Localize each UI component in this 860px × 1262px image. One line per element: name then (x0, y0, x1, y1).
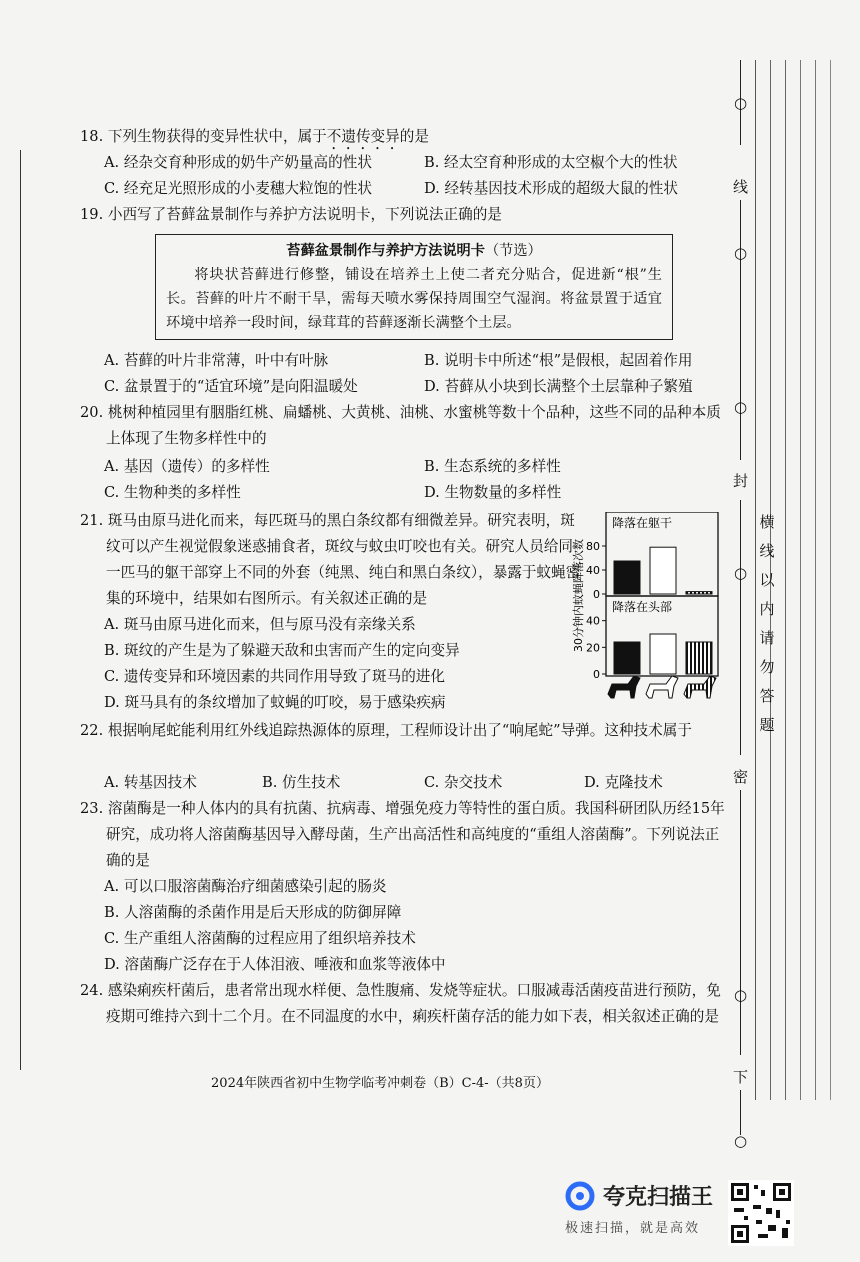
left-margin-line (20, 150, 21, 1070)
q18-option-d[interactable]: D. 经转基因技术形成的超级大鼠的性状 (424, 180, 678, 197)
card-body: 将块状苔藓进行修整，铺设在培养土上使二者充分贴合，促进新“根”生长。苔藓的叶片不耐干旱，需每天喷水雾保持周围空气湿润。将盆景置于适宜环境中培养一段时间，绿茸茸的苔藓逐渐长满整个土层。 (166, 267, 662, 331)
q22-option-a[interactable]: A. 转基因技术 (104, 774, 197, 791)
card-title-text: 苔藓盆景制作与养护方法说明卡 (286, 243, 485, 259)
circle-mark: ○ (734, 1132, 748, 1150)
scanner-watermark (565, 1180, 725, 1236)
chart-bar-head-striped (686, 642, 712, 674)
question-21-stem: 21. 斑马由原马进化而来，每匹斑马的黑白条纹都有细微差异。研究表明，斑纹可以产生视觉假象迷惑捕食者，斑纹与蚊虫叮咬也有关。研究人员给同一匹马的躯干部穿上不同的外套（纯黑、纯白和黑白条纹），暴露于蚊蝇密集的环境中，结果如右图所示。有关叙述正确的是 (80, 512, 581, 607)
circle-mark: ○ (734, 94, 748, 112)
q18-stem-emphasis: 不遗传变异 (326, 128, 400, 145)
zebra-landing-chart (570, 512, 730, 712)
q20-option-a[interactable]: A. 基因（遗传）的多样性 (104, 458, 270, 475)
chart-bar-head-white (650, 634, 676, 674)
chart-y-tick-label: 0 (593, 588, 600, 601)
q20-option-c[interactable]: C. 生物种类的多样性 (104, 484, 241, 501)
margin-char-down: 下 (733, 1068, 749, 1086)
margin-char-seal: 封 (733, 472, 749, 490)
margin-line-seg (740, 790, 741, 1055)
card-title (166, 239, 662, 263)
q22-option-b[interactable]: B. 仿生技术 (262, 774, 341, 791)
horse-striped-icon (684, 676, 716, 698)
margin-notice-char: 以 (759, 571, 775, 589)
q18-stem-post: 的是 (399, 128, 429, 145)
q21-option-c[interactable]: C. 遗传变异和环境因素的共同作用导致了斑马的进化 (104, 668, 445, 685)
question-20-stem: 20. 桃树种植园里有胭脂红桃、扁蟠桃、大黄桃、油桃、水蜜桃等数十个品种，这些不同的品种本质上体现了生物多样性中的 (80, 404, 721, 447)
qr-code-icon[interactable] (728, 1180, 794, 1246)
question-22-stem: 22. 根据响尾蛇能利用红外线追踪热源体的原理，工程师设计出了“响尾蛇”导弹。这种技术属于 (80, 722, 692, 739)
question-24-stem: 24. 感染痢疾杆菌后，患者常出现水样便、急性腹痛、发烧等症状。口服减毒活菌疫苗进行预防，免疫期可维持六到十二个月。在不同温度的水中，痢疾杆菌存活的能力如下表，相关叙述正确的是 (80, 982, 721, 1025)
question-18 (80, 124, 720, 153)
circle-mark: ○ (734, 398, 748, 416)
q23-option-a[interactable]: A. 可以口服溶菌酶治疗细菌感染引起的肠炎 (104, 878, 387, 895)
q23-option-d[interactable]: D. 溶菌酶广泛存在于人体泪液、唾液和血浆等液体中 (104, 956, 446, 973)
q21-option-b[interactable]: B. 斑纹的产生是为了躲避天敌和虫害而产生的定向变异 (104, 642, 460, 659)
chart-bar-torso-black (614, 561, 640, 594)
margin-notice-char: 横 (759, 513, 775, 531)
chart-y-tick-label: 80 (586, 540, 600, 553)
q19-option-b[interactable]: B. 说明卡中所述“根”是假根，起固着作用 (424, 352, 693, 369)
q18-option-b[interactable]: B. 经太空育种形成的太空椒个大的性状 (424, 154, 678, 171)
page-footer: 2024年陕西省初中生物学临考冲刺卷（B）C-4-（共8页） (211, 1076, 549, 1091)
horse-white-icon (646, 676, 678, 698)
circle-mark: ○ (734, 986, 748, 1004)
margin-line-seg (740, 500, 741, 755)
chart-y-tick-label: 40 (586, 614, 600, 628)
chart-panel-title: 降落在躯干 (612, 516, 673, 530)
q19-option-c[interactable]: C. 盆景置于的“适宜环境”是向阳温暖处 (104, 378, 358, 395)
margin-notice-char: 勿 (759, 658, 775, 676)
margin-notice-char: 线 (759, 542, 775, 560)
circle-mark: ○ (734, 244, 748, 262)
chart-y-axis-label: 30分钟内蚊蝇降落次数 (572, 539, 585, 652)
chart-plots (586, 512, 718, 681)
q19-option-a[interactable]: A. 苔藓的叶片非常薄，叶中有叶脉 (104, 352, 329, 369)
scanner-slogan: 极速扫描，就是高效 (565, 1221, 701, 1236)
q23-option-b[interactable]: B. 人溶菌酶的杀菌作用是后天形成的防御屏障 (104, 904, 402, 921)
q22-option-d[interactable]: D. 克隆技术 (584, 774, 663, 791)
circle-mark: ○ (734, 564, 748, 582)
margin-notice-char: 题 (759, 716, 775, 734)
page-edge-line (830, 60, 831, 1100)
card-title-sub: （节选） (484, 243, 542, 259)
q19-option-d[interactable]: D. 苔藓从小块到长满整个土层靠种子繁殖 (424, 378, 693, 395)
q18-option-a[interactable]: A. 经杂交育种形成的奶牛产奶量高的性状 (104, 154, 372, 171)
chart-bar-head-black (614, 642, 640, 674)
chart-y-tick-label: 20 (586, 641, 600, 655)
chart-bar-torso-striped (686, 592, 712, 594)
instruction-card (155, 234, 673, 340)
q22-option-c[interactable]: C. 杂交技术 (424, 774, 503, 791)
page-edge-line (800, 60, 801, 1100)
q23-option-c[interactable]: C. 生产重组人溶菌酶的过程应用了组织培养技术 (104, 930, 416, 947)
page-edge-line (755, 60, 756, 1100)
horse-icons (608, 676, 716, 698)
horse-black-icon (608, 676, 640, 698)
scanner-name: 夸克扫描王 (603, 1185, 714, 1210)
margin-line-seg (740, 200, 741, 460)
chart-svg (570, 512, 730, 712)
q18-stem-pre: 18. 下列生物获得的变异性状中，属于 (80, 128, 327, 145)
margin-char-line: 线 (733, 178, 749, 196)
page-edge-line (785, 60, 786, 1100)
chart-panel-title: 降落在头部 (612, 600, 673, 614)
margin-notice (757, 508, 777, 740)
chart-bar-torso-white (650, 547, 676, 594)
page-edge-line (815, 60, 816, 1100)
q20-option-b[interactable]: B. 生态系统的多样性 (424, 458, 561, 475)
scanner-logo-icon (565, 1181, 595, 1211)
q18-option-c[interactable]: C. 经充足光照形成的小麦穗大粒饱的性状 (104, 180, 373, 197)
margin-notice-char: 答 (759, 687, 775, 705)
question-23-stem: 23. 溶菌酶是一种人体内的具有抗菌、抗病毒、增强免疫力等特性的蛋白质。我国科研团队历经15年研究，成功将人溶菌酶基因导入酵母菌，生产出高活性和高纯度的“重组人溶菌酶”。下列说法正确的是 (80, 800, 725, 869)
question-19-stem: 19. 小西写了苔藓盆景制作与养护方法说明卡，下列说法正确的是 (80, 206, 502, 223)
margin-line-seg (740, 1090, 741, 1135)
margin-char-dense: 密 (733, 768, 749, 786)
q21-option-d[interactable]: D. 斑马具有的条纹增加了蚊蝇的叮咬，易于感染疾病 (104, 694, 446, 711)
chart-y-tick-label: 40 (586, 564, 600, 577)
margin-notice-char: 内 (759, 600, 775, 618)
q20-option-d[interactable]: D. 生物数量的多样性 (424, 484, 562, 501)
chart-y-tick-label: 0 (593, 668, 600, 681)
q21-option-a[interactable]: A. 斑马由原马进化而来，但与原马没有亲缘关系 (104, 616, 416, 633)
margin-notice-char: 请 (759, 629, 775, 647)
